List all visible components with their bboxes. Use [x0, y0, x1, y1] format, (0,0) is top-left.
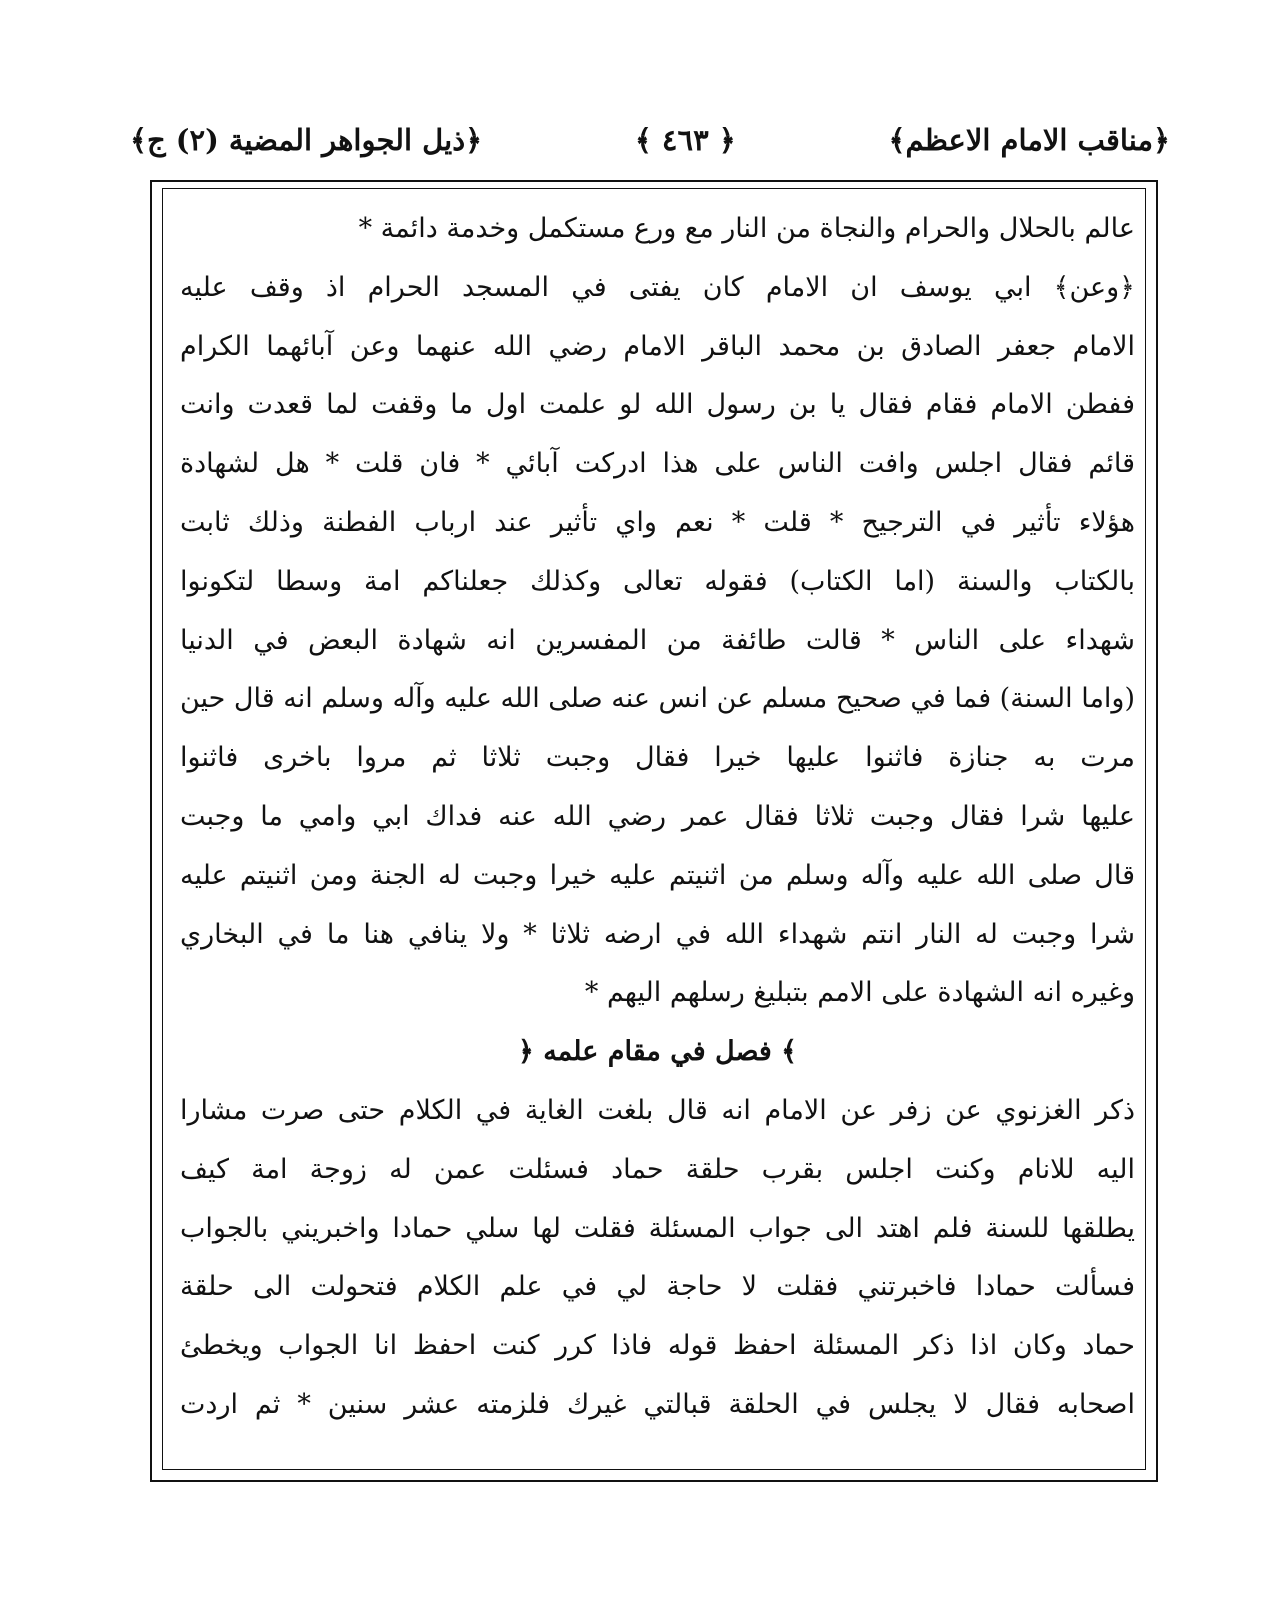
text-line: حماد وكان اذا ذكر المسئلة احفظ قوله فاذا كرر كنت احفظ انا الجواب ويخطئ	[180, 1330, 1135, 1362]
text-line: قائم فقال اجلس وافت الناس على هذا ادركت آبائي * فان قلت * هل لشهادة	[180, 448, 1135, 480]
section-heading: ﴾ فصل في مقام علمه ﴿	[517, 1036, 798, 1068]
text-line: اصحابه فقال لا يجلس في الحلقة قبالتي غيرك فلزمته عشر سنين * ثم اردت	[180, 1388, 1135, 1420]
text-body	[180, 200, 1135, 1435]
text-line: عليها شرا فقال وجبت ثلاثا فقال عمر رضي الله عنه فداك ابي وامي ما وجبت	[180, 800, 1135, 832]
header-book-title: ﴿مناقب الامام الاعظم﴾	[888, 123, 1170, 157]
text-line: شرا وجبت له النار انتم شهداء الله في ارضه ثلاثا * ولا ينافي هنا ما في البخاري	[180, 918, 1135, 950]
text-line: ذكر الغزنوي عن زفر عن الامام انه قال بلغت الغاية في الكلام حتى صرت مشارا	[180, 1094, 1135, 1126]
running-header	[130, 110, 1170, 170]
text-line: فسألت حمادا فاخبرتني فقلت لا حاجة لي في علم الكلام فتحولت الى حلقة	[180, 1271, 1135, 1303]
text-line: (واما السنة) فما في صحيح مسلم عن انس عنه صلى الله عليه وآله وسلم انه قال حين	[180, 683, 1135, 715]
text-line: عالم بالحلال والحرام والنجاة من النار مع ورع مستكمل وخدمة دائمة *	[358, 213, 1135, 244]
text-line: هؤلاء تأثير في الترجيح * قلت * نعم واي تأثير عند ارباب الفطنة وذلك ثابت	[180, 506, 1135, 538]
text-line: ﴿وعن﴾ ابي يوسف ان الامام كان يفتى في المسجد الحرام اذ وقف عليه	[180, 271, 1135, 303]
text-line: ففطن الامام فقام فقال يا بن رسول الله لو علمت اول ما وقفت لما قعدت وانت	[180, 389, 1135, 421]
text-line: وغيره انه الشهادة على الامم بتبليغ رسلهم اليهم *	[584, 977, 1135, 1009]
text-line: بالكتاب والسنة (اما الكتاب) فقوله تعالى وكذلك جعلناكم امة وسطا لتكونوا	[180, 565, 1135, 597]
text-line: يطلقها للسنة فلم اهتد الى جواب المسئلة فقلت لها سلي حمادا واخبريني بالجواب	[180, 1212, 1135, 1244]
text-line: قال صلى الله عليه وآله وسلم من اثنيتم عليه خيرا وجبت له الجنة ومن اثنيتم عليه	[180, 859, 1135, 891]
header-volume-title: ﴿ذيل الجواهر المضية (٢) ج﴾	[130, 123, 483, 157]
text-line: مرت به جنازة فاثنوا عليها خيرا فقال وجبت ثلاثا ثم مروا باخرى فاثنوا	[180, 742, 1135, 774]
page-number: ﴿ ٤٦٣ ﴾	[634, 123, 736, 157]
text-line: الامام جعفر الصادق بن محمد الباقر الامام رضي الله عنهما وعن آبائهما الكرام	[180, 330, 1135, 362]
text-line: شهداء على الناس * قالت طائفة من المفسرين انه شهادة البعض في الدنيا	[180, 624, 1135, 656]
text-line: اليه للانام وكنت اجلس بقرب حلقة حماد فسئلت عمن له زوجة امة كيف	[180, 1153, 1135, 1185]
